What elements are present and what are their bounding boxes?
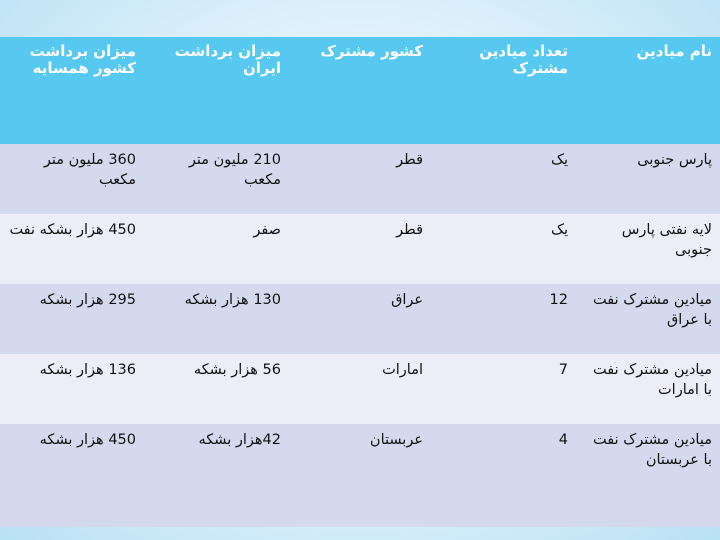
cell-field-name: میادین مشترک نفت با امارات — [593, 362, 712, 399]
cell-shared-country: امارات — [382, 362, 423, 379]
cell-field-name: پارس جنوبی — [637, 152, 712, 169]
table-row — [0, 424, 720, 494]
cell-neighbor-extraction: 360 ملیون متر مکعب — [43, 152, 136, 189]
header-neighbor-extraction: میزان برداشت کشور همسایه — [29, 42, 136, 77]
cell-shared-country: عربستان — [369, 432, 423, 449]
table-header-row — [0, 37, 720, 144]
shared-fields-table — [0, 37, 720, 527]
cell-iran-extraction: 130 هزار بشکه — [184, 292, 281, 309]
cell-shared-country: قطر — [396, 222, 423, 239]
cell-field-name: لایه نفتی پارس جنوبی — [621, 222, 712, 259]
table-row — [0, 144, 720, 214]
table-row — [0, 284, 720, 354]
cell-shared-count: 7 — [558, 362, 568, 379]
table-footer-band — [0, 494, 720, 527]
table-row — [0, 354, 720, 424]
cell-iran-extraction: 56 هزار بشکه — [193, 362, 281, 379]
cell-shared-country: قطر — [396, 152, 423, 169]
cell-neighbor-extraction: 136 هزار بشکه — [39, 362, 136, 379]
header-shared-country: کشور مشترک — [320, 42, 423, 60]
cell-shared-count: یک — [550, 152, 568, 169]
cell-field-name: میادین مشترک نفت با عربستان — [593, 432, 712, 469]
header-field-name: نام میادین — [636, 42, 712, 60]
cell-iran-extraction: صفر — [253, 222, 281, 239]
cell-shared-count: یک — [550, 222, 568, 239]
table-row — [0, 214, 720, 284]
header-shared-count: تعداد میادین مشترک — [479, 42, 568, 77]
cell-field-name: میادین مشترک نفت با عراق — [593, 292, 712, 329]
cell-shared-count: 4 — [558, 432, 568, 449]
cell-shared-count: 12 — [549, 292, 568, 309]
cell-iran-extraction: 210 ملیون متر مکعب — [188, 152, 281, 189]
cell-neighbor-extraction: 450 هزار بشکه نفت — [9, 222, 136, 239]
cell-neighbor-extraction: 295 هزار بشکه — [39, 292, 136, 309]
header-iran-extraction: میزان برداشت ایران — [174, 42, 281, 77]
cell-iran-extraction: 42هزار بشکه — [198, 432, 281, 449]
cell-neighbor-extraction: 450 هزار بشکه — [39, 432, 136, 449]
cell-shared-country: عراق — [391, 292, 423, 309]
